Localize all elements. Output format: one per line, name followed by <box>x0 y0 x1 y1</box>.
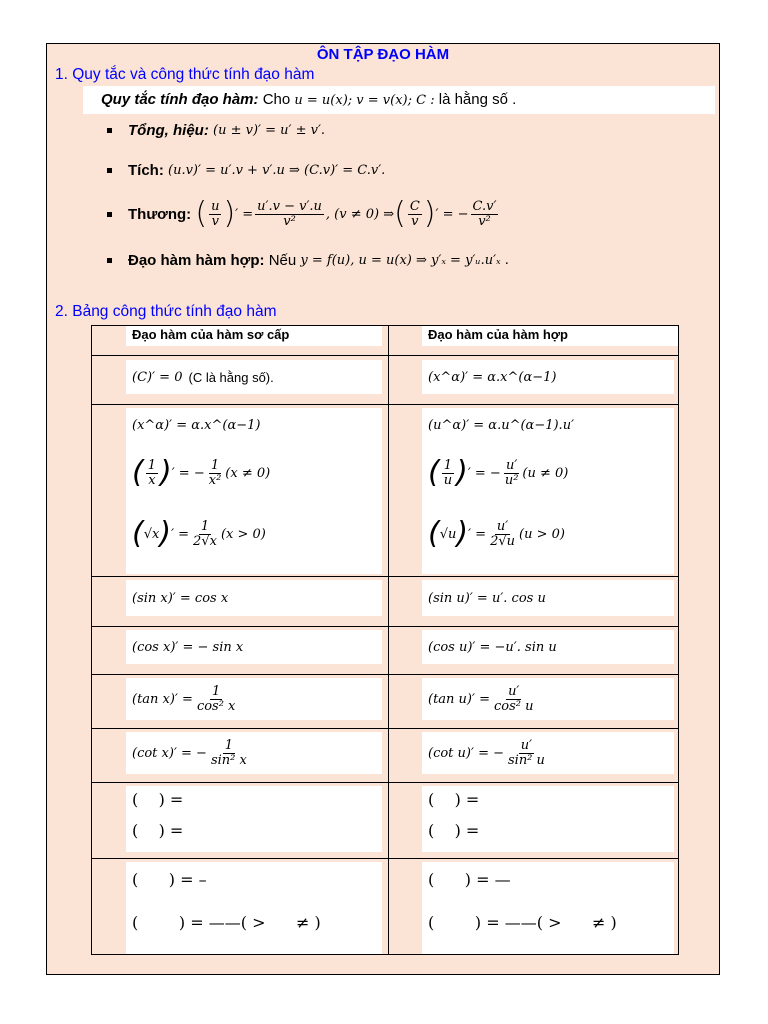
col1-header: Đạo hàm của hàm sơ cấp <box>126 326 382 346</box>
table-cell: (x^α)′ = α.x^(α−1) ( $\frac{1}{x}$ ) ′ = − $\frac{1}{\text{x²}}$ (x ≠ 0) ( √x ) ′ = $\frac{1}{2√x}$ (x > 0) <box>126 408 382 574</box>
rule-statement <box>83 86 715 114</box>
frac-den: sin² u <box>507 752 545 768</box>
bullet-icon <box>107 128 112 133</box>
frac-num: u′.v − v′.u <box>257 198 322 214</box>
table-cell <box>422 786 674 852</box>
row-divider <box>92 626 678 627</box>
frac-den: u <box>443 472 453 488</box>
table-cell <box>126 732 382 774</box>
table-cell: (u^α)′ = α.u^(α−1).u′ ( $\frac{1}{u}$ ) ′ = − $\frac{u'}{\text{u²}}$ (u ≠ 0) ( √u ) ′ = $\frac{u'}{2√u}$ (u > 0) <box>422 408 674 574</box>
rule-quotient-label: Thương: <box>128 205 192 223</box>
row-divider <box>92 674 678 675</box>
table-cell <box>126 360 382 394</box>
formula-text: (sin u)′ = u′. cos u <box>428 590 546 606</box>
formula-text: (cos x)′ = − sin x <box>132 639 244 655</box>
frac-num: u′ <box>496 518 509 534</box>
frac-den: v² <box>283 213 296 229</box>
frac-num: u′ <box>505 457 518 473</box>
table-cell <box>422 630 674 664</box>
table-cell <box>126 786 382 852</box>
formula-text: (x^α)′ = α.x^(α−1) <box>428 369 557 385</box>
row-divider <box>92 858 678 859</box>
frac-num: 1 <box>212 683 221 699</box>
rule-sum-formula: (u ± v)′ = u′ ± v′. <box>213 123 326 138</box>
table-cell <box>422 862 674 954</box>
column-divider <box>388 326 389 954</box>
table-cell <box>126 630 382 664</box>
formula-cond: (x ≠ 0) <box>225 465 271 481</box>
frac-num: 1 <box>224 737 234 753</box>
rule-product-label: Tích: <box>128 162 164 179</box>
frac-den: cos² x <box>196 698 236 714</box>
derivative-table <box>91 325 679 955</box>
table-cell <box>422 678 674 720</box>
bullet-icon <box>107 258 112 263</box>
formula-text: (cot x)′ = − <box>132 745 207 761</box>
formula-text: √u <box>439 526 457 542</box>
section-1-heading: 1. Quy tắc và công thức tính đạo hàm <box>55 66 315 83</box>
section-2-heading: 2. Bảng công thức tính đạo hàm <box>55 303 277 320</box>
frac-num: u′ <box>520 737 533 753</box>
formula-cond: (u > 0) <box>519 526 565 542</box>
formula-text: (tan x)′ = <box>132 691 193 707</box>
formula-text: (cot u)′ = − <box>428 745 504 761</box>
quotient-condition: (v ≠ 0) ⇒ <box>334 206 395 222</box>
row-divider <box>92 404 678 405</box>
blank-formula: ( ) = <box>132 790 184 809</box>
rule-chain-label: Đạo hàm hàm hợp: <box>128 252 265 269</box>
frac-den: 2√u <box>490 533 516 549</box>
frac-num: C <box>409 198 420 214</box>
rule-const: là hằng số . <box>438 91 517 108</box>
frac-den: x² <box>208 472 222 488</box>
frac-num: C.v′ <box>472 198 497 214</box>
formula-text: (u^α)′ = α.u^(α−1).u′ <box>428 417 575 433</box>
formula-text: (cos u)′ = −u′. sin u <box>428 639 557 655</box>
frac-num: 1 <box>147 457 156 473</box>
frac-den: v <box>211 213 219 229</box>
formula-text: (C)′ = 0 <box>132 369 183 385</box>
table-cell <box>422 360 674 394</box>
frac-num: 1 <box>210 457 220 473</box>
blank-formula: ( ) = <box>132 821 184 840</box>
formula-cond: (x > 0) <box>220 526 266 542</box>
bullet-icon <box>107 168 112 173</box>
blank-formula: ( ) = ——( > ≠ ) <box>428 913 617 932</box>
rule-chain <box>107 252 509 269</box>
document-title: ÔN TẬP ĐẠO HÀM <box>316 46 450 63</box>
table-cell <box>126 862 382 954</box>
frac-num: u′ <box>508 683 520 699</box>
table-cell <box>126 678 382 720</box>
formula-text: (x^α)′ = α.x^(α−1) <box>132 417 261 433</box>
rule-cho: Cho <box>262 91 291 108</box>
formula-text: √x <box>143 526 160 542</box>
blank-formula: ( ) = – <box>132 870 207 889</box>
rule-sum <box>107 122 325 139</box>
rule-sum-label: Tổng, hiệu: <box>128 122 209 139</box>
bullet-icon <box>107 212 112 217</box>
rule-chain-formula: y = f(u), u = u(x) ⇒ y′ₓ = y′ᵤ.u′ₓ . <box>300 253 509 268</box>
frac-num: u <box>211 198 220 214</box>
rule-label: Quy tắc tính đạo hàm: <box>101 91 259 108</box>
rule-product <box>107 162 385 179</box>
frac-den: cos² u <box>493 698 534 714</box>
row-divider <box>92 355 678 356</box>
formula-text: (tan u)′ = <box>428 691 490 707</box>
frac-den: 2√x <box>193 533 217 549</box>
row-divider <box>92 576 678 577</box>
frac-den: v <box>411 213 419 229</box>
frac-den: x <box>148 472 156 488</box>
row-divider <box>92 728 678 729</box>
frac-num: 1 <box>443 457 453 473</box>
frac-den: u² <box>504 472 519 488</box>
row-divider <box>92 782 678 783</box>
blank-formula: ( ) = — <box>428 870 511 889</box>
col2-header: Đạo hàm của hàm hợp <box>422 326 678 346</box>
table-cell <box>422 580 674 616</box>
frac-den: v² <box>478 213 491 229</box>
blank-formula: ( ) = ——( > ≠ ) <box>132 913 321 932</box>
rule-chain-neu: Nếu <box>268 252 297 269</box>
document-frame <box>46 43 720 975</box>
rule-quotient: Thương: ( $\frac{u}{v}$ ) ′ = $\frac{u'.v - v'.u}{\text{v²}}$ , (v ≠ 0) ⇒ ( $\frac{C}{v}$ ) ′ = − $\frac{C.v'}{\text{v²}}$ <box>107 199 500 229</box>
formula-cond: (u ≠ 0) <box>522 465 569 481</box>
rule-product-formula: (u.v)′ = u′.v + v′.u ⇒ (C.v)′ = C.v′. <box>168 163 386 178</box>
formula-text: (sin x)′ = cos x <box>132 590 229 606</box>
blank-formula: ( ) = <box>428 821 480 840</box>
frac-den: sin² x <box>210 752 247 768</box>
rule-vars: u = u(x); v = v(x); C : <box>294 93 435 108</box>
blank-formula: ( ) = <box>428 790 480 809</box>
table-cell <box>422 732 674 774</box>
frac-num: 1 <box>200 518 210 534</box>
formula-note: (C là hằng số). <box>188 369 274 385</box>
table-cell <box>126 580 382 616</box>
